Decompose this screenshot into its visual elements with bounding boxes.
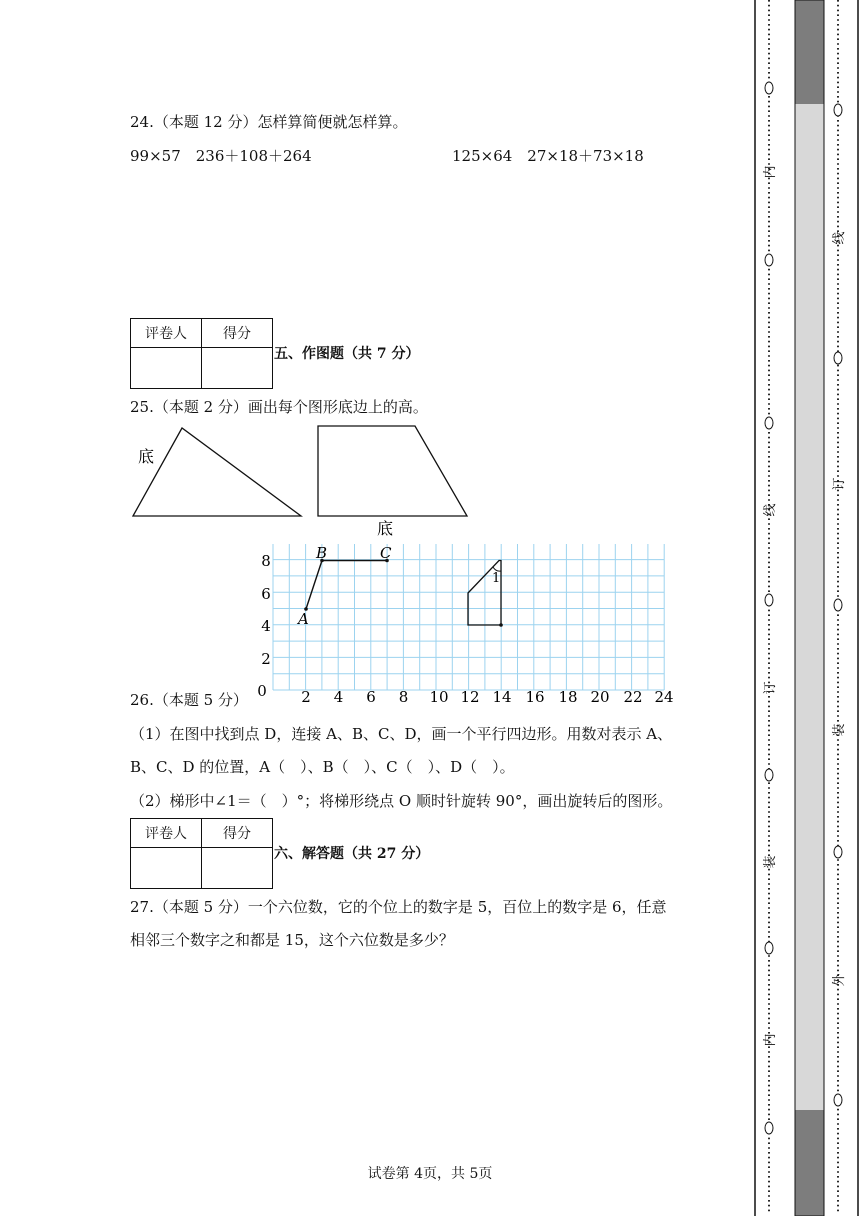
- segment-abc: [306, 561, 387, 610]
- q26-part1-line2: B、C、D 的位置，A（ ）、B（ ）、C（ ）、D（ ）。: [130, 758, 515, 776]
- page-footer: 试卷第 4页，共 5页: [367, 1166, 493, 1182]
- section5-score-table: [130, 318, 273, 389]
- triangle-base-label: 底: [138, 447, 155, 466]
- triangle-shape: [133, 428, 301, 516]
- q24-expressions-right: 125×64 27×18＋73×18: [452, 147, 644, 165]
- binding-label: 装: [832, 723, 847, 737]
- score-cell[interactable]: [202, 348, 273, 389]
- grader-cell[interactable]: [131, 848, 202, 889]
- x-tick-label: 2: [301, 688, 311, 706]
- x-tick-label: 18: [558, 688, 578, 706]
- binding-label: 内: [763, 1033, 778, 1047]
- grid-figure[interactable]: [250, 538, 680, 708]
- q26-title: 26.（本题 5 分）: [130, 691, 248, 709]
- x-tick-label: 24: [654, 688, 674, 706]
- y-tick-label: 4: [261, 617, 271, 635]
- x-tick-label: 6: [366, 688, 376, 706]
- q27-line2: 相邻三个数字之和都是 15，这个六位数是多少？: [130, 931, 454, 949]
- binding-label: 线: [763, 503, 778, 517]
- q25-shapes: [120, 420, 490, 540]
- grader-header: 评卷人: [131, 819, 202, 848]
- y-tick-label: 6: [261, 585, 271, 603]
- trapezoid-base-label: 底: [377, 519, 394, 538]
- x-tick-label: 16: [525, 688, 545, 706]
- q27-line1: 27.（本题 5 分）一个六位数，它的个位上的数字是 5，百位上的数字是 6，任意: [130, 898, 667, 916]
- binding-label: 装: [763, 855, 778, 869]
- binding-label: 外: [832, 973, 847, 987]
- grader-cell[interactable]: [131, 348, 202, 389]
- binding-label: 订: [763, 681, 778, 695]
- point-a-label: A: [298, 610, 309, 628]
- x-tick-label: 8: [398, 688, 409, 706]
- binding-label: 内: [763, 165, 778, 179]
- y-tick-label: 2: [261, 650, 271, 668]
- binding-margin: [750, 0, 860, 1216]
- section6-title: 六、解答题（共 27 分）: [274, 846, 430, 862]
- point-b-label: B: [316, 544, 328, 562]
- q24-expressions-left: 99×57 236＋108＋264: [130, 147, 312, 165]
- score-header: 得分: [202, 819, 273, 848]
- angle-1-label: 1: [492, 571, 501, 586]
- x-tick-label: 14: [492, 688, 512, 706]
- q24-title: 24.（本题 12 分）怎样算简便就怎样算。: [130, 113, 408, 131]
- q26-part1-line1: （1）在图中找到点 D，连接 A、B、C、D，画一个平行四边形。用数对表示 A、: [130, 725, 673, 743]
- x-tick-label: 20: [590, 688, 610, 706]
- point-o-dot: [499, 623, 503, 627]
- section5-title: 五、作图题（共 7 分）: [274, 346, 420, 362]
- point-c-label: C: [380, 544, 392, 562]
- trapezoid-shape: [318, 426, 467, 516]
- binding-label: 订: [832, 477, 847, 491]
- score-header: 得分: [202, 319, 273, 348]
- q26-part2: （2）梯形中∠1＝（ ）°；将梯形绕点 O 顺时针旋转 90°，画出旋转后的图形。: [130, 792, 673, 810]
- binding-label: 线: [832, 231, 847, 245]
- q25-title: 25.（本题 2 分）画出每个图形底边上的高。: [130, 398, 428, 416]
- x-axis-labels: [301, 688, 673, 706]
- y-axis-labels: [257, 552, 271, 700]
- x-tick-label: 10: [429, 688, 449, 706]
- section6-score-table: [130, 818, 273, 889]
- score-cell[interactable]: [202, 848, 273, 889]
- grader-header: 评卷人: [131, 319, 202, 348]
- x-tick-label: 4: [333, 688, 344, 706]
- x-tick-label: 22: [623, 688, 643, 706]
- y-tick-label: 8: [261, 552, 271, 570]
- x-tick-label: 12: [460, 688, 480, 706]
- y-tick-label: 0: [257, 682, 267, 700]
